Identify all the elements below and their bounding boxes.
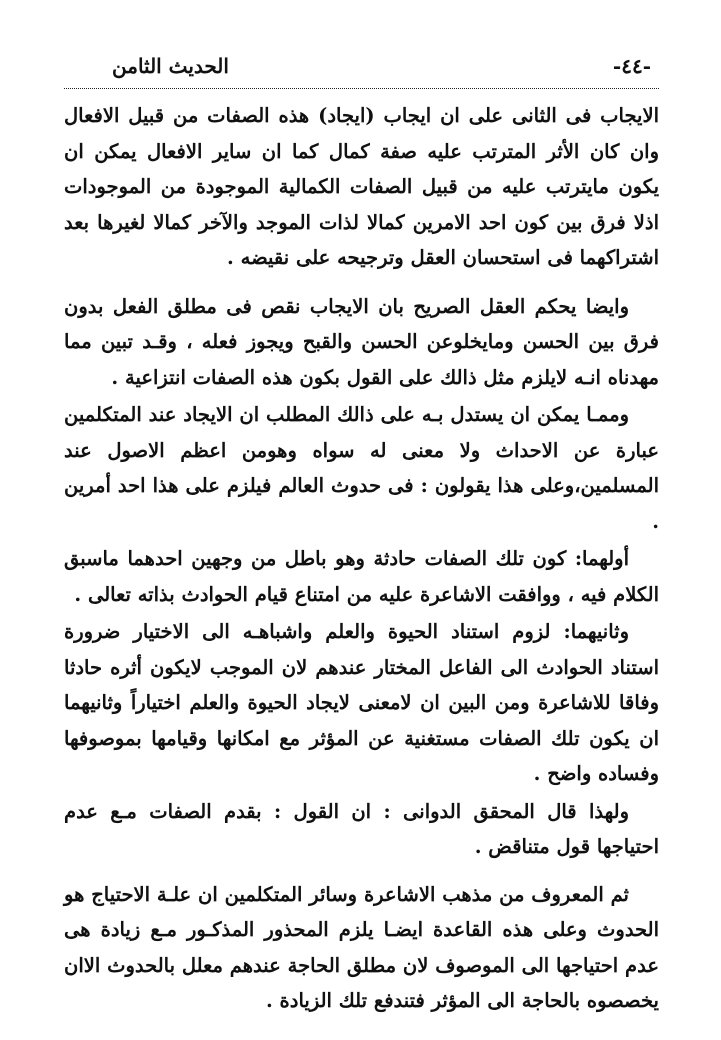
page-header: [72, 52, 651, 82]
paragraph: الايجاب فى الثانى على ان ايجاب (ايجاد) هذه الصفات من قبيل الافعال وان كان الأثر المترتب عليه صفة كمال كما ان ساير الافعال يمكن ان يكون مايترتب عليه من قبيل الصفات الكمالية الموجودة من الموجودات اذلا فرق بين كون احد الامرين كمالا لذات الموجد والآخر كمالا لغيرها بعد اشتراكهما فى استحسان العقل وترجيحه على نقيضه .: [64, 104, 659, 269]
running-title: الحديث الثامن: [112, 54, 229, 78]
paragraph: وممـا يمكن ان يستدل بـه على ذالك المطلب ان الايجاد عند المتكلمين عبارة عن الاحداث ولا معنى له سواه وهومن اعظم الاصول عند المسلمين،وعلى هذا يقولون : فى حدوث العالم فيلزم على هذا احد أمرين .: [64, 403, 659, 533]
paragraph: أولهما: كون تلك الصفات حادثة وهو باطل من وجهين احدهما ماسبق الكلام فيه ، ووافقت الاشاعرة عليه من امتناع قيام الحوادث بذاته تعالى .: [64, 547, 659, 606]
paragraph: وثانيهما: لزوم استناد الحيوة والعلم واشباهـه الى الاختيار ضرورة استناد الحوادث الى الفاعل المختار عندهم لان الموجب لايكون أثره حادثا وفاقا للاشاعرة ومن البين ان لامعنى لايجاد الحيوة والعلم اختياراً وثانيهما ان يكون تلك الصفات مستغنية عن المؤثر مع امكانها وقيامها بموصوفها وفساده واضح .: [64, 620, 659, 785]
paragraph: ثم المعروف من مذهب الاشاعرة وسائر المتكلمين ان علـة الاحتياج هو الحدوث وعلى هذه القاعدة ايضـا يلزم المحذور المذكـور مـع زيادة هى عدم احتياجها الى الموصوف لان مطلق الحاجة عندهم معلل بالحدوث الاان يخصصوه بالحاجة الى المؤثر فتندفع تلك الزيادة .: [64, 882, 659, 1012]
paragraph: ولهذا قال المحقق الدوانى : ان القول : بقدم الصفات مـع عدم احتياجها قول متناقض .: [64, 799, 659, 858]
header-divider: [64, 88, 659, 89]
page-number: -٤٤-: [612, 54, 651, 78]
paragraph: وايضا يحكم العقل الصريح بان الايجاب نقص فى مطلق الفعل بدون فرق بين الحسن ومايخلوعن الحسن والقبح ويجوز فعله ، وقـد تبين مما مهدناه انـه لايلزم مثل ذالك على القول بكون هذه الصفات انتزاعية .: [64, 294, 659, 389]
body-text: [64, 98, 659, 1019]
